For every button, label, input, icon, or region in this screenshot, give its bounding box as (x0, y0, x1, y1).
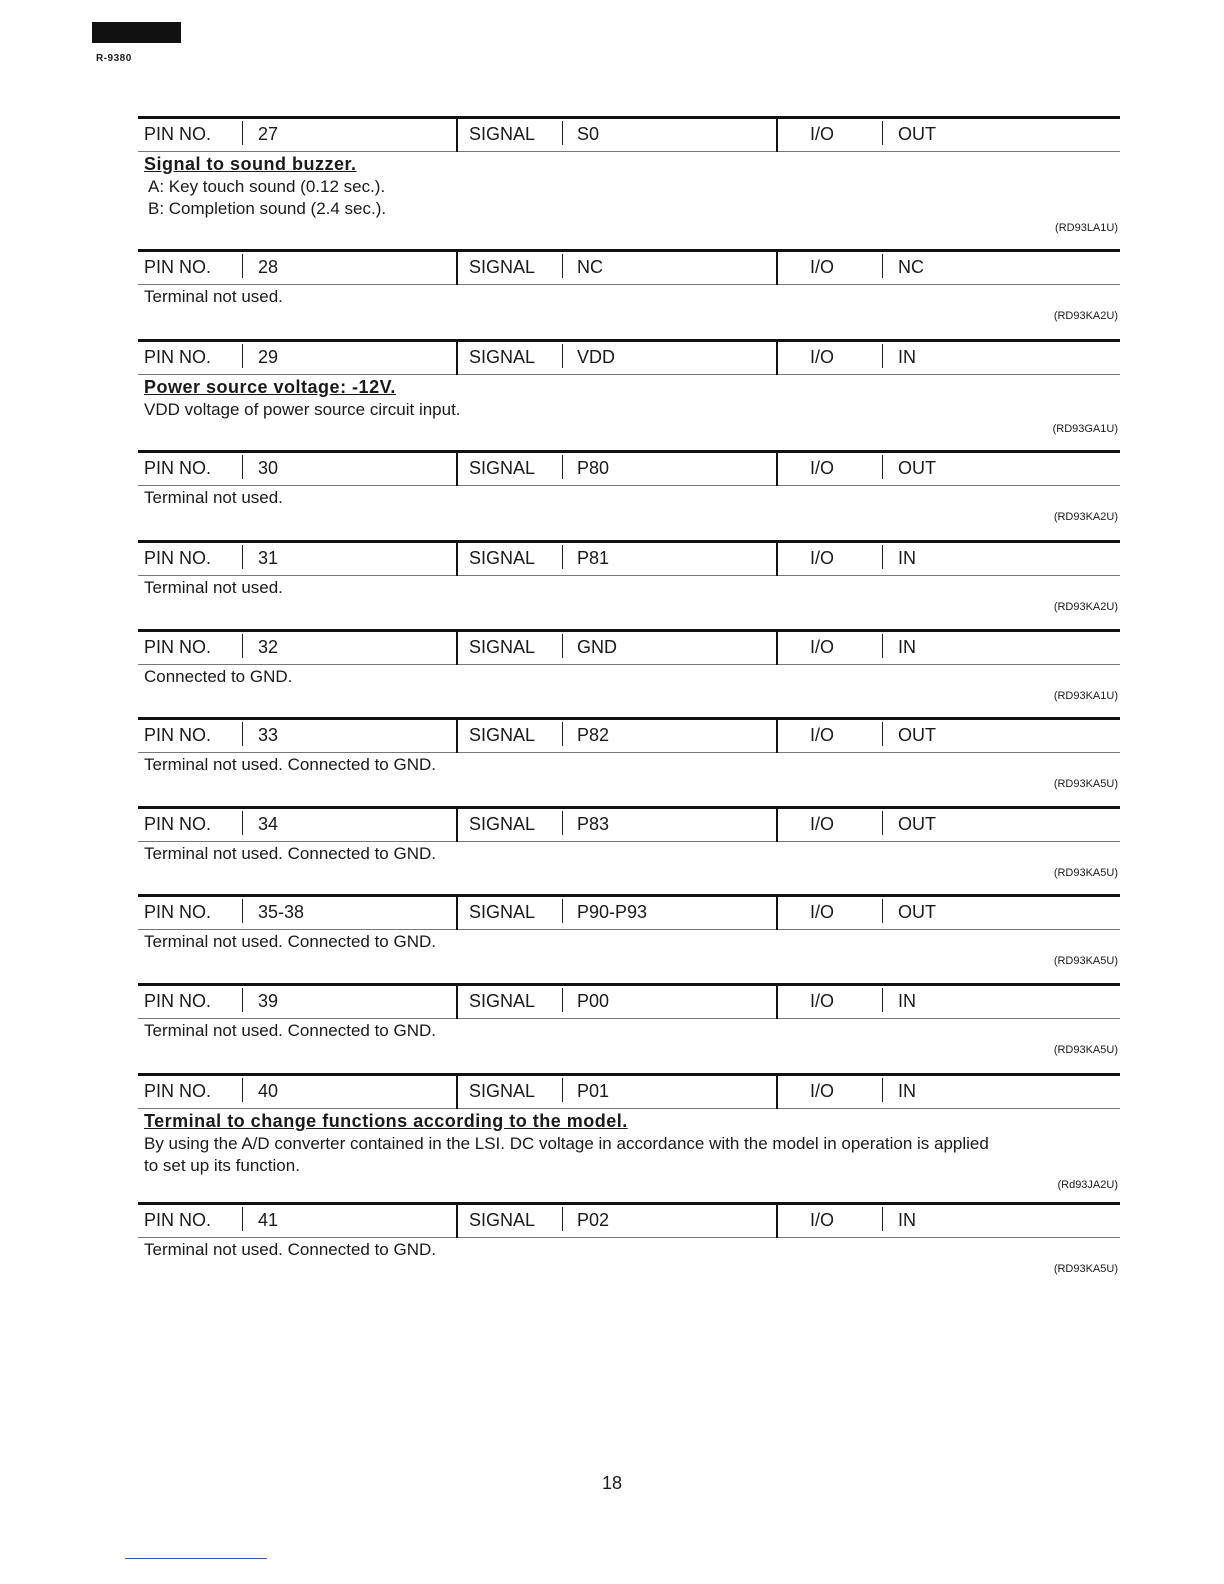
io-direction: OUT (898, 814, 936, 834)
divider (882, 344, 883, 368)
io-direction: IN (898, 637, 916, 657)
pin-number: 27 (258, 124, 279, 144)
divider (562, 988, 563, 1012)
pin-block (138, 540, 1120, 613)
description-line: Terminal not used. Connected to GND. (144, 755, 436, 774)
divider (242, 899, 243, 923)
divider (456, 1076, 458, 1109)
description-line: Terminal not used. Connected to GND. (144, 932, 436, 951)
divider (242, 121, 243, 145)
pin-label: PIN NO. (144, 1210, 212, 1230)
io-direction: IN (898, 347, 916, 367)
signal-label: SIGNAL (469, 1081, 536, 1101)
pin-label: PIN NO. (144, 257, 212, 277)
signal-name: P90-P93 (577, 902, 648, 922)
io-direction: OUT (898, 124, 936, 144)
pin-number: 40 (258, 1081, 279, 1101)
pin-header-row (138, 983, 1120, 1019)
io-label: I/O (810, 902, 835, 922)
divider (562, 899, 563, 923)
divider (456, 632, 458, 665)
divider (562, 121, 563, 145)
divider (562, 1207, 563, 1231)
pin-label: PIN NO. (144, 548, 212, 568)
pin-number: 34 (258, 814, 279, 834)
divider (456, 252, 458, 285)
divider (882, 634, 883, 658)
signal-name: P00 (577, 991, 610, 1011)
signal-label: SIGNAL (469, 257, 536, 277)
pin-header-row (138, 806, 1120, 842)
page-number: 18 (601, 1473, 623, 1493)
pin-label: PIN NO. (144, 991, 212, 1011)
signal-label: SIGNAL (469, 991, 536, 1011)
reference-code: (RD93KA2U) (1053, 601, 1118, 613)
divider (776, 119, 778, 152)
pin-header-row (138, 1073, 1120, 1109)
model-number: R-9380 (96, 53, 132, 64)
signal-label: SIGNAL (469, 124, 536, 144)
io-label: I/O (810, 124, 835, 144)
divider (242, 722, 243, 746)
divider (882, 545, 883, 569)
divider (776, 453, 778, 486)
divider (776, 720, 778, 753)
pin-header-row (138, 629, 1120, 665)
reference-code: (RD93KA2U) (1053, 511, 1118, 523)
description-line: B: Completion sound (2.4 sec.). (148, 199, 387, 218)
pin-function-title: Terminal to change functions according to the model. (144, 1111, 628, 1131)
io-direction: OUT (898, 725, 936, 745)
reference-code: (RD93KA5U) (1053, 955, 1118, 967)
description-line: to set up its function. (144, 1156, 300, 1175)
pin-number: 28 (258, 257, 279, 277)
reference-code: (RD93LA1U) (1055, 222, 1118, 234)
description-line: A: Key touch sound (0.12 sec.). (148, 177, 386, 196)
signal-name: S0 (577, 124, 600, 144)
divider (456, 986, 458, 1019)
io-label: I/O (810, 548, 835, 568)
description-line: Terminal not used. (144, 287, 283, 306)
pin-function-title: Power source voltage: -12V. (144, 377, 396, 397)
io-direction: IN (898, 548, 916, 568)
pin-number: 35-38 (258, 902, 305, 922)
divider (456, 342, 458, 375)
signal-label: SIGNAL (469, 1210, 536, 1230)
divider (776, 1076, 778, 1109)
description-line: VDD voltage of power source circuit input. (144, 400, 461, 419)
divider (242, 634, 243, 658)
pin-label: PIN NO. (144, 637, 212, 657)
divider (456, 119, 458, 152)
pin-number: 39 (258, 991, 279, 1011)
description-line: Terminal not used. (144, 578, 283, 597)
signal-name: GND (577, 637, 617, 657)
pin-number: 33 (258, 725, 279, 745)
pin-number: 30 (258, 458, 279, 478)
divider (562, 344, 563, 368)
divider (242, 811, 243, 835)
pin-label: PIN NO. (144, 725, 212, 745)
divider (242, 1207, 243, 1231)
io-label: I/O (810, 814, 835, 834)
divider (776, 1205, 778, 1238)
divider (882, 121, 883, 145)
divider (776, 809, 778, 842)
reference-code: (RD93KA5U) (1053, 1044, 1118, 1056)
pin-block (138, 983, 1120, 1056)
divider (456, 809, 458, 842)
io-direction: OUT (898, 458, 936, 478)
io-direction: NC (898, 257, 924, 277)
io-direction: OUT (898, 902, 936, 922)
pin-header-row (138, 540, 1120, 576)
divider (242, 545, 243, 569)
divider (456, 543, 458, 576)
pin-function-title: Signal to sound buzzer. (144, 154, 357, 174)
divider (776, 342, 778, 375)
pin-label: PIN NO. (144, 458, 212, 478)
divider (562, 722, 563, 746)
signal-label: SIGNAL (469, 347, 536, 367)
signal-name: P83 (577, 814, 610, 834)
io-label: I/O (810, 347, 835, 367)
divider (456, 897, 458, 930)
reference-code: (RD93KA2U) (1053, 310, 1118, 322)
description-line: Terminal not used. Connected to GND. (144, 844, 436, 863)
signal-label: SIGNAL (469, 814, 536, 834)
divider (882, 899, 883, 923)
pin-block (138, 339, 1120, 435)
divider (776, 897, 778, 930)
pin-header-row (138, 339, 1120, 375)
divider (242, 344, 243, 368)
io-direction: IN (898, 991, 916, 1011)
signal-name: P80 (577, 458, 610, 478)
pin-header-row (138, 1202, 1120, 1238)
signal-name: P01 (577, 1081, 610, 1101)
signal-label: SIGNAL (469, 725, 536, 745)
divider (776, 252, 778, 285)
io-label: I/O (810, 458, 835, 478)
pin-number: 32 (258, 637, 279, 657)
footer-rule (125, 1558, 267, 1559)
io-label: I/O (810, 637, 835, 657)
reference-code: (RD93KA5U) (1053, 778, 1118, 790)
divider (776, 543, 778, 576)
divider (882, 811, 883, 835)
divider (882, 1207, 883, 1231)
pin-header-row (138, 894, 1120, 930)
io-label: I/O (810, 991, 835, 1011)
io-direction: IN (898, 1081, 916, 1101)
pin-block (138, 249, 1120, 322)
description-line: Terminal not used. (144, 488, 283, 507)
io-label: I/O (810, 257, 835, 277)
pin-label: PIN NO. (144, 902, 212, 922)
pin-label: PIN NO. (144, 1081, 212, 1101)
pin-block (138, 1073, 1120, 1191)
divider (456, 1205, 458, 1238)
pin-header-row (138, 116, 1120, 152)
description-line: Connected to GND. (144, 667, 293, 686)
divider (562, 455, 563, 479)
description-line: By using the A/D converter contained in the LSI. DC voltage in accordance with the model in operation is applied (144, 1134, 989, 1153)
pin-block (138, 806, 1120, 879)
pin-number: 41 (258, 1210, 279, 1230)
signal-label: SIGNAL (469, 548, 536, 568)
reference-code: (RD93KA5U) (1053, 1263, 1118, 1275)
pin-block (138, 1202, 1120, 1275)
reference-code: (RD93KA1U) (1053, 690, 1118, 702)
signal-label: SIGNAL (469, 458, 536, 478)
signal-label: SIGNAL (469, 902, 536, 922)
signal-name: P82 (577, 725, 610, 745)
pin-label: PIN NO. (144, 814, 212, 834)
signal-name: P02 (577, 1210, 610, 1230)
pin-label: PIN NO. (144, 347, 212, 367)
pin-number: 29 (258, 347, 279, 367)
io-label: I/O (810, 1081, 835, 1101)
io-label: I/O (810, 1210, 835, 1230)
io-label: I/O (810, 725, 835, 745)
reference-code: (RD93GA1U) (1052, 423, 1118, 435)
description-line: Terminal not used. Connected to GND. (144, 1240, 436, 1259)
divider (562, 634, 563, 658)
pin-block (138, 116, 1120, 234)
signal-name: P81 (577, 548, 610, 568)
divider (562, 1078, 563, 1102)
divider (562, 545, 563, 569)
divider (776, 986, 778, 1019)
signal-label: SIGNAL (469, 637, 536, 657)
reference-code: (RD93KA5U) (1053, 867, 1118, 879)
divider (882, 722, 883, 746)
reference-code: (Rd93JA2U) (1057, 1179, 1118, 1191)
io-direction: IN (898, 1210, 916, 1230)
divider (242, 988, 243, 1012)
divider (456, 720, 458, 753)
pin-header-row (138, 249, 1120, 285)
divider (776, 632, 778, 665)
pin-label: PIN NO. (144, 124, 212, 144)
divider (242, 254, 243, 278)
pin-block (138, 717, 1120, 790)
brand-logo-bar (92, 22, 181, 43)
pin-block (138, 629, 1120, 702)
divider (562, 811, 563, 835)
signal-name: VDD (577, 347, 616, 367)
signal-name: NC (577, 257, 603, 277)
divider (882, 254, 883, 278)
description-line: Terminal not used. Connected to GND. (144, 1021, 436, 1040)
divider (242, 1078, 243, 1102)
divider (456, 453, 458, 486)
pin-block (138, 894, 1120, 967)
pin-number: 31 (258, 548, 279, 568)
divider (882, 455, 883, 479)
divider (882, 1078, 883, 1102)
divider (562, 254, 563, 278)
pin-header-row (138, 717, 1120, 753)
pin-header-row (138, 450, 1120, 486)
divider (882, 988, 883, 1012)
pin-block (138, 450, 1120, 523)
divider (242, 455, 243, 479)
